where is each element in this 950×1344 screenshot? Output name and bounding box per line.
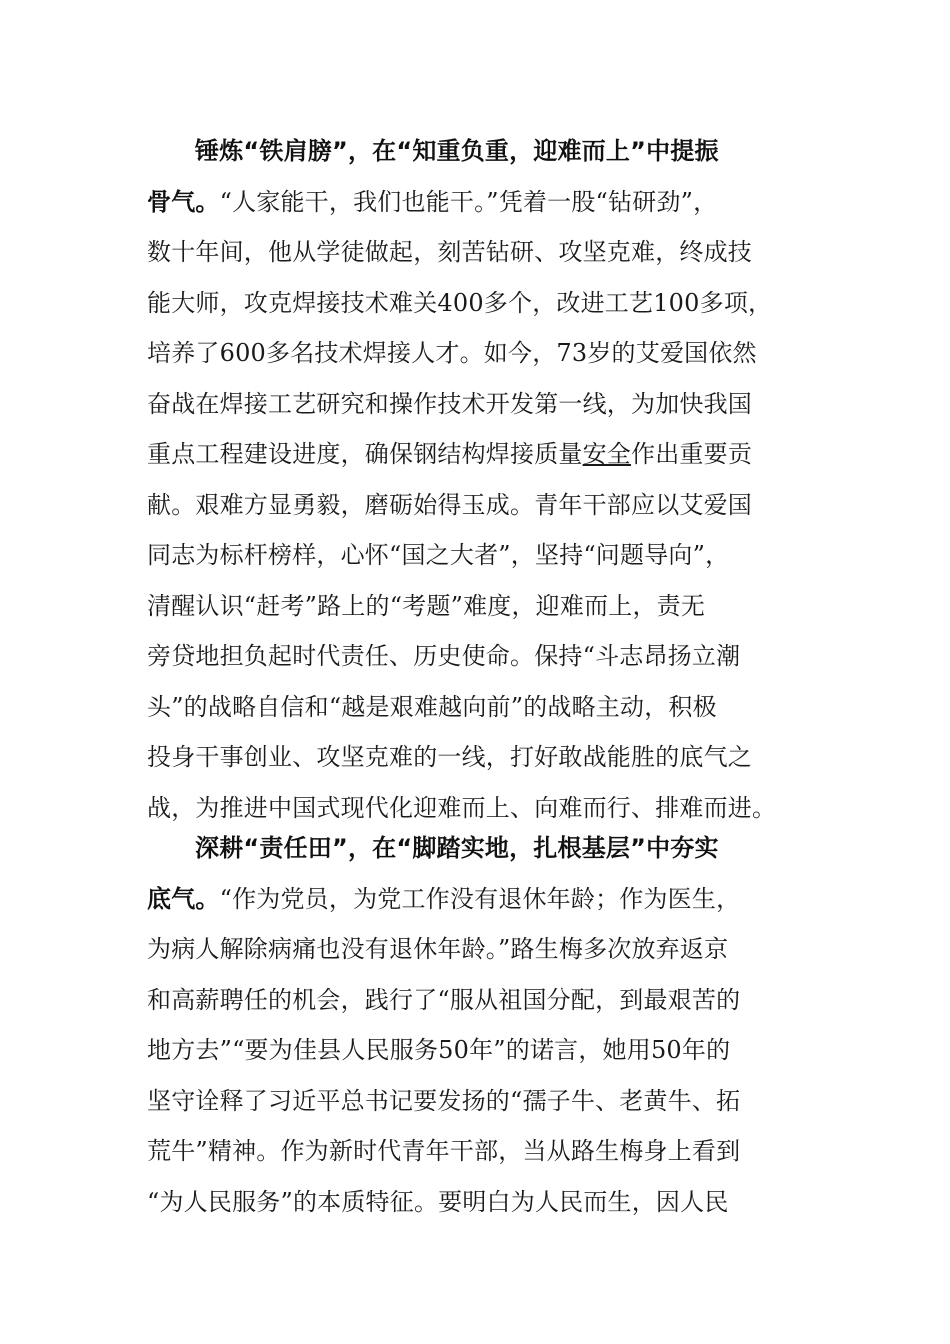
- paragraph-iron-shoulders: [147, 126, 807, 833]
- text-line: [147, 874, 807, 925]
- text-segment: 作出重要贡: [631, 440, 753, 468]
- text-segment: “作为党员，为党工作没有退休年龄；作为医生，: [219, 884, 741, 913]
- text-line: 坚守诠释了习近平总书记要发扬的“孺子牛、老黄牛、拓: [147, 1086, 741, 1115]
- text-line: 为病人解除病痛也没有退休年龄。”路生梅多次放弃返京: [147, 935, 729, 963]
- text-line: “为人民服务”的本质特征。要明白为人民而生，因人民: [147, 1187, 729, 1216]
- text-line: 同志为标杆榜样，心怀“国之大者”，坚持“问题导向”，: [147, 541, 730, 569]
- underlined-term: 安全: [582, 440, 632, 468]
- text-line: 头”的战略自信和“越是艰难越向前”的战略主动，积极: [147, 692, 717, 721]
- text-line: 奋战在焊接工艺研究和操作技术开发第一线，为加快我国: [147, 389, 752, 418]
- paragraph-responsibility-field: [147, 823, 807, 1227]
- text-segment: “人家能干，我们也能干。”凭着一股“钻研劲”，: [219, 187, 718, 216]
- text-line: 能大师，攻克焊接技术难关400多个，改进工艺100多项，: [147, 288, 773, 317]
- text-line: 地方去”“要为佳县人民服务50年”的诺言，她用50年的: [147, 1036, 731, 1064]
- text-line: 荒牛”精神。作为新时代青年干部，当从路生梅身上看到: [147, 1137, 741, 1165]
- text-line: [147, 429, 807, 480]
- text-line: 投身干事创业、攻坚克难的一线，打好敢战能胜的底气之: [147, 743, 752, 771]
- paragraph-heading-line: 深耕“责任田”，在“脚踏实地，扎根基层”中夯实: [195, 834, 719, 862]
- text-line: 培养了600多名技术焊接人才。如今，73岁的艾爱国依然: [147, 339, 757, 367]
- text-line: [147, 177, 807, 228]
- text-line: 和高薪聘任的机会，践行了“服从祖国分配，到最艰苦的: [147, 985, 741, 1014]
- text-line: 数十年间，他从学徒做起，刻苦钻研、攻坚克难，终成技: [147, 238, 752, 266]
- text-segment: 重点工程建设进度，确保钢结构焊接质量: [147, 440, 583, 468]
- text-line: 清醒认识“赶考”路上的“考题”难度，迎难而上，责无: [147, 591, 706, 620]
- paragraph-heading-end: 骨气。: [147, 187, 220, 216]
- text-line: 献。艰难方显勇毅，磨砺始得玉成。青年干部应以艾爱国: [147, 490, 752, 519]
- text-line: 战，为推进中国式现代化迎难而上、向难而行、排难而进。: [147, 793, 777, 822]
- paragraph-heading-line: 锤炼“铁肩膀”，在“知重负重，迎难而上”中提振: [195, 137, 719, 165]
- text-line: 旁贷地担负起时代责任、历史使命。保持“斗志昂扬立潮: [147, 642, 741, 670]
- paragraph-heading-end: 底气。: [147, 884, 220, 913]
